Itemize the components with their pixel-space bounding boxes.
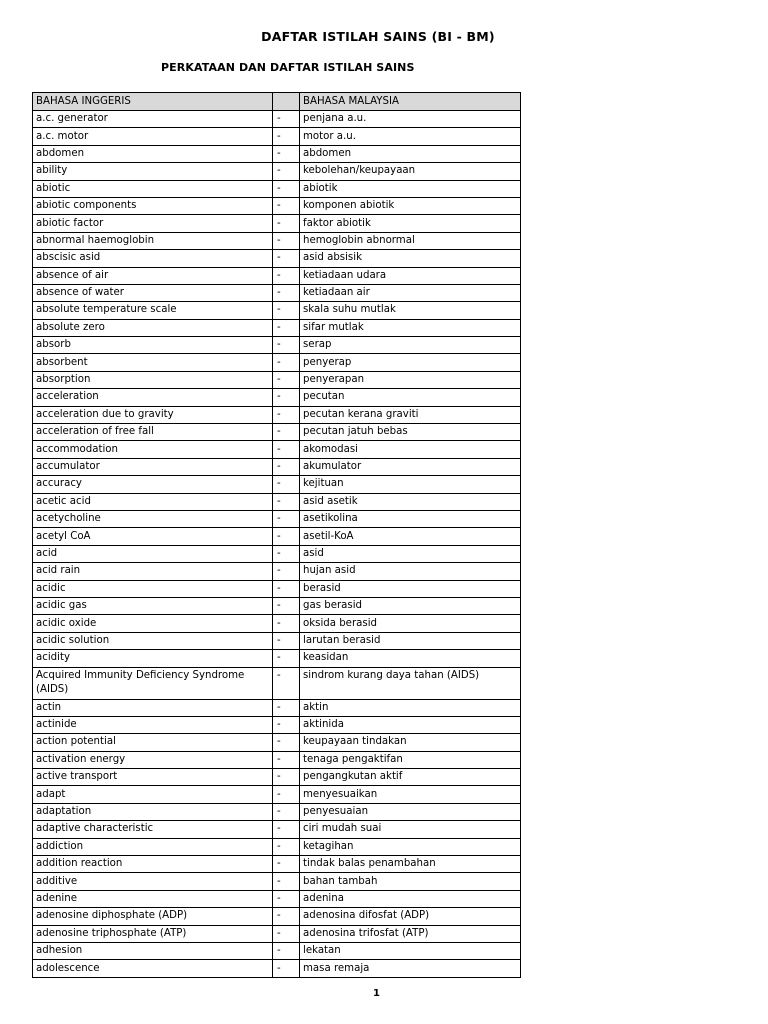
table-header-row xyxy=(33,93,521,111)
term-malay: berasid xyxy=(300,580,521,597)
term-separator: - xyxy=(273,716,300,733)
document-subtitle: PERKATAAN DAN DAFTAR ISTILAH SAINS xyxy=(161,61,415,74)
term-separator: - xyxy=(273,960,300,977)
term-separator: - xyxy=(273,510,300,527)
table-row xyxy=(33,354,521,371)
term-english: activation energy xyxy=(33,751,273,768)
term-malay: penyerapan xyxy=(300,371,521,388)
term-separator: - xyxy=(273,424,300,441)
term-separator: - xyxy=(273,284,300,301)
term-english: abiotic factor xyxy=(33,215,273,232)
term-malay: adenosina trifosfat (ATP) xyxy=(300,925,521,942)
table-row xyxy=(33,424,521,441)
term-english: acidity xyxy=(33,650,273,667)
term-english: abdomen xyxy=(33,145,273,162)
table-row xyxy=(33,925,521,942)
term-malay: penyerap xyxy=(300,354,521,371)
term-english: addiction xyxy=(33,838,273,855)
term-malay: penjana a.u. xyxy=(300,111,521,128)
term-malay: akomodasi xyxy=(300,441,521,458)
table-row xyxy=(33,111,521,128)
term-malay: ketiadaan udara xyxy=(300,267,521,284)
table-row xyxy=(33,632,521,649)
term-english: acceleration of free fall xyxy=(33,424,273,441)
term-english: actinide xyxy=(33,716,273,733)
term-english: adenine xyxy=(33,890,273,907)
term-malay: menyesuaikan xyxy=(300,786,521,803)
term-separator: - xyxy=(273,302,300,319)
term-malay: abdomen xyxy=(300,145,521,162)
page-number: 1 xyxy=(373,988,380,999)
term-malay: penyesuaian xyxy=(300,803,521,820)
term-english: absorption xyxy=(33,371,273,388)
term-separator: - xyxy=(273,838,300,855)
term-malay: faktor abiotik xyxy=(300,215,521,232)
table-row xyxy=(33,389,521,406)
term-malay: bahan tambah xyxy=(300,873,521,890)
term-english: a.c. generator xyxy=(33,111,273,128)
term-separator: - xyxy=(273,319,300,336)
table-row xyxy=(33,856,521,873)
table-row xyxy=(33,545,521,562)
table-row xyxy=(33,458,521,475)
term-english: absence of water xyxy=(33,284,273,301)
table-row xyxy=(33,319,521,336)
term-separator: - xyxy=(273,163,300,180)
term-malay: akumulator xyxy=(300,458,521,475)
column-header-malay: BAHASA MALAYSIA xyxy=(300,93,521,111)
term-malay: keupayaan tindakan xyxy=(300,734,521,751)
term-english: acetic acid xyxy=(33,493,273,510)
term-malay: serap xyxy=(300,337,521,354)
table-row xyxy=(33,873,521,890)
term-english: adaptation xyxy=(33,803,273,820)
term-english: adaptive characteristic xyxy=(33,821,273,838)
term-separator: - xyxy=(273,528,300,545)
term-separator: - xyxy=(273,580,300,597)
term-separator: - xyxy=(273,597,300,614)
term-malay: oksida berasid xyxy=(300,615,521,632)
term-malay: lekatan xyxy=(300,942,521,959)
table-row xyxy=(33,441,521,458)
term-english: abscisic asid xyxy=(33,250,273,267)
term-english: adhesion xyxy=(33,942,273,959)
table-row xyxy=(33,528,521,545)
term-english: action potential xyxy=(33,734,273,751)
term-malay: abiotik xyxy=(300,180,521,197)
table-row xyxy=(33,942,521,959)
term-separator: - xyxy=(273,250,300,267)
term-english: acceleration due to gravity xyxy=(33,406,273,423)
term-separator: - xyxy=(273,821,300,838)
table-row xyxy=(33,493,521,510)
term-malay: tenaga pengaktifan xyxy=(300,751,521,768)
term-english: addition reaction xyxy=(33,856,273,873)
term-separator: - xyxy=(273,856,300,873)
term-malay: asetil-KoA xyxy=(300,528,521,545)
term-separator: - xyxy=(273,389,300,406)
table-row xyxy=(33,163,521,180)
term-english: absorb xyxy=(33,337,273,354)
term-separator: - xyxy=(273,197,300,214)
term-separator: - xyxy=(273,406,300,423)
table-row xyxy=(33,597,521,614)
term-malay: tindak balas penambahan xyxy=(300,856,521,873)
term-english: acidic oxide xyxy=(33,615,273,632)
term-separator: - xyxy=(273,667,300,699)
term-english: acid rain xyxy=(33,563,273,580)
term-separator: - xyxy=(273,890,300,907)
table-row xyxy=(33,302,521,319)
term-separator: - xyxy=(273,734,300,751)
term-english: acid xyxy=(33,545,273,562)
term-english: additive xyxy=(33,873,273,890)
table-row xyxy=(33,650,521,667)
term-malay: ketiadaan air xyxy=(300,284,521,301)
table-row xyxy=(33,716,521,733)
term-separator: - xyxy=(273,476,300,493)
term-malay: asid absisik xyxy=(300,250,521,267)
term-english: abiotic components xyxy=(33,197,273,214)
term-separator: - xyxy=(273,180,300,197)
table-row xyxy=(33,250,521,267)
term-english: accuracy xyxy=(33,476,273,493)
term-malay: motor a.u. xyxy=(300,128,521,145)
term-separator: - xyxy=(273,371,300,388)
term-malay: skala suhu mutlak xyxy=(300,302,521,319)
term-separator: - xyxy=(273,942,300,959)
term-malay: asid asetik xyxy=(300,493,521,510)
term-separator: - xyxy=(273,908,300,925)
term-english: absolute temperature scale xyxy=(33,302,273,319)
table-row xyxy=(33,908,521,925)
table-row xyxy=(33,476,521,493)
table-row xyxy=(33,751,521,768)
table-row xyxy=(33,960,521,977)
term-english: absolute zero xyxy=(33,319,273,336)
table-row xyxy=(33,699,521,716)
term-malay: kejituan xyxy=(300,476,521,493)
table-row xyxy=(33,145,521,162)
term-separator: - xyxy=(273,215,300,232)
term-english: adenosine diphosphate (ADP) xyxy=(33,908,273,925)
table-row xyxy=(33,406,521,423)
term-separator: - xyxy=(273,111,300,128)
term-separator: - xyxy=(273,615,300,632)
term-malay: ciri mudah suai xyxy=(300,821,521,838)
term-separator: - xyxy=(273,873,300,890)
term-english: active transport xyxy=(33,769,273,786)
term-separator: - xyxy=(273,493,300,510)
table-row xyxy=(33,371,521,388)
term-english: Acquired Immunity Deficiency Syndrome (AIDS) xyxy=(33,667,273,699)
term-english: abnormal haemoglobin xyxy=(33,232,273,249)
term-malay: hujan asid xyxy=(300,563,521,580)
term-separator: - xyxy=(273,145,300,162)
term-separator: - xyxy=(273,545,300,562)
table-row xyxy=(33,284,521,301)
term-english: acetyl CoA xyxy=(33,528,273,545)
glossary-body xyxy=(33,111,521,978)
term-separator: - xyxy=(273,786,300,803)
term-malay: komponen abiotik xyxy=(300,197,521,214)
column-header-english: BAHASA INGGERIS xyxy=(33,93,273,111)
term-malay: masa remaja xyxy=(300,960,521,977)
term-malay: keasidan xyxy=(300,650,521,667)
table-row xyxy=(33,615,521,632)
term-malay: pengangkutan aktif xyxy=(300,769,521,786)
table-row xyxy=(33,734,521,751)
table-row xyxy=(33,232,521,249)
term-english: absence of air xyxy=(33,267,273,284)
table-row xyxy=(33,803,521,820)
term-separator: - xyxy=(273,803,300,820)
table-row xyxy=(33,580,521,597)
term-english: acetycholine xyxy=(33,510,273,527)
table-row xyxy=(33,786,521,803)
table-row xyxy=(33,890,521,907)
term-english: adenosine triphosphate (ATP) xyxy=(33,925,273,942)
table-row xyxy=(33,180,521,197)
term-malay: sindrom kurang daya tahan (AIDS) xyxy=(300,667,521,699)
term-english: accommodation xyxy=(33,441,273,458)
term-separator: - xyxy=(273,751,300,768)
term-english: adapt xyxy=(33,786,273,803)
table-row xyxy=(33,667,521,699)
term-english: adolescence xyxy=(33,960,273,977)
table-row xyxy=(33,215,521,232)
term-english: absorbent xyxy=(33,354,273,371)
term-malay: pecutan xyxy=(300,389,521,406)
term-malay: ketagihan xyxy=(300,838,521,855)
glossary-table xyxy=(32,92,521,978)
term-separator: - xyxy=(273,354,300,371)
term-separator: - xyxy=(273,699,300,716)
term-english: a.c. motor xyxy=(33,128,273,145)
term-english: acceleration xyxy=(33,389,273,406)
term-malay: aktin xyxy=(300,699,521,716)
table-row xyxy=(33,267,521,284)
term-separator: - xyxy=(273,458,300,475)
term-english: accumulator xyxy=(33,458,273,475)
term-malay: pecutan jatuh bebas xyxy=(300,424,521,441)
table-row xyxy=(33,510,521,527)
table-row xyxy=(33,821,521,838)
term-malay: kebolehan/keupayaan xyxy=(300,163,521,180)
term-english: acidic solution xyxy=(33,632,273,649)
term-separator: - xyxy=(273,337,300,354)
term-english: abiotic xyxy=(33,180,273,197)
term-separator: - xyxy=(273,632,300,649)
term-separator: - xyxy=(273,128,300,145)
table-row xyxy=(33,563,521,580)
term-malay: gas berasid xyxy=(300,597,521,614)
term-malay: asid xyxy=(300,545,521,562)
term-separator: - xyxy=(273,925,300,942)
term-malay: hemoglobin abnormal xyxy=(300,232,521,249)
term-malay: pecutan kerana graviti xyxy=(300,406,521,423)
table-row xyxy=(33,197,521,214)
term-malay: larutan berasid xyxy=(300,632,521,649)
table-row xyxy=(33,769,521,786)
document-title: DAFTAR ISTILAH SAINS (BI - BM) xyxy=(261,29,495,44)
column-header-separator xyxy=(273,93,300,111)
term-malay: adenina xyxy=(300,890,521,907)
term-separator: - xyxy=(273,563,300,580)
term-english: actin xyxy=(33,699,273,716)
term-english: ability xyxy=(33,163,273,180)
term-english: acidic gas xyxy=(33,597,273,614)
term-separator: - xyxy=(273,769,300,786)
term-malay: aktinida xyxy=(300,716,521,733)
term-separator: - xyxy=(273,232,300,249)
term-separator: - xyxy=(273,267,300,284)
term-malay: sifar mutlak xyxy=(300,319,521,336)
table-row xyxy=(33,838,521,855)
term-separator: - xyxy=(273,441,300,458)
term-malay: adenosina difosfat (ADP) xyxy=(300,908,521,925)
term-malay: asetikolina xyxy=(300,510,521,527)
table-row xyxy=(33,128,521,145)
term-english: acidic xyxy=(33,580,273,597)
term-separator: - xyxy=(273,650,300,667)
table-row xyxy=(33,337,521,354)
